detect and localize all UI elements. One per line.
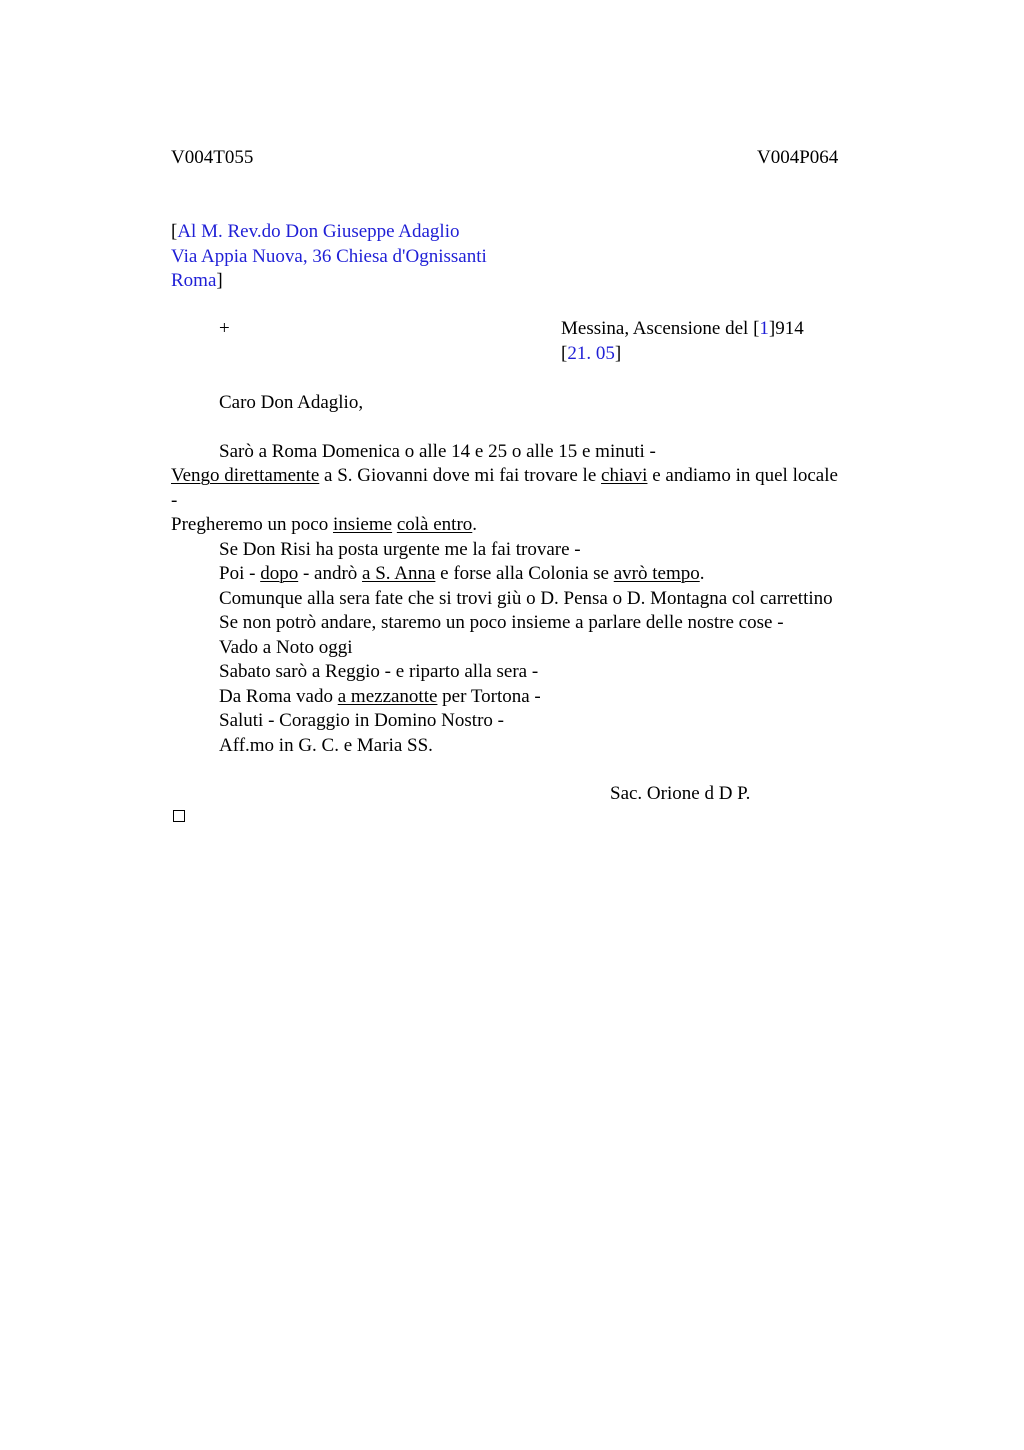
bracket-close: ]	[768, 318, 776, 339]
document-code-left: V004T055	[171, 147, 254, 168]
body-line: Saluti - Coraggio in Domino Nostro -	[219, 710, 504, 731]
body-text: Poi -	[219, 563, 261, 584]
body-text: .	[472, 514, 478, 535]
body-text: .	[699, 563, 705, 584]
body-text: per Tortona -	[437, 686, 541, 707]
body-line: -	[171, 490, 178, 511]
year-rest: 914	[775, 318, 804, 339]
address-city: Roma	[171, 270, 217, 291]
body-line	[171, 464, 838, 488]
body-line: Comunque alla sera fate che si trovi giù o D. Pensa o D. Montagna col carrettino	[219, 588, 833, 609]
address-line-2: Via Appia Nuova, 36 Chiesa d'Ognissanti	[171, 246, 487, 267]
body-line: Aff.mo in G. C. e Maria SS.	[219, 735, 433, 756]
body-text: Da Roma vado	[219, 686, 338, 707]
underlined-text: Vengo direttamente	[171, 465, 320, 486]
salutation: Caro Don Adaglio,	[219, 392, 364, 413]
dateline-prefix: Messina, Ascensione del	[561, 318, 754, 339]
bracket-close: ]	[216, 270, 223, 291]
underlined-text: colà entro	[396, 514, 473, 535]
body-text: - andrò	[298, 563, 363, 584]
underlined-text: avrò tempo	[613, 563, 700, 584]
dateline-date	[561, 342, 621, 366]
body-line: Vado a Noto oggi	[219, 637, 353, 658]
dateline-place	[561, 317, 804, 341]
end-marker-box-icon	[173, 810, 185, 822]
underlined-text: insieme	[332, 514, 393, 535]
address-line-1	[171, 220, 460, 244]
bracket-open: [	[171, 221, 178, 242]
body-text: a S. Giovanni dove mi fai trovare le	[319, 465, 602, 486]
underlined-text: a S. Anna	[362, 563, 436, 584]
body-text: Pregheremo un poco	[171, 514, 333, 535]
underlined-text: chiavi	[601, 465, 648, 486]
signature: Sac. Orione d D P.	[610, 783, 751, 804]
cross-symbol: +	[219, 318, 230, 339]
body-line: Sarò a Roma Domenica o alle 14 e 25 o alle 15 e minuti -	[219, 441, 656, 462]
document-code-right: V004P064	[757, 147, 839, 168]
bracket-open: [	[561, 343, 568, 364]
body-line: Se Don Risi ha posta urgente me la fai trovare -	[219, 539, 581, 560]
year-digit: 1	[759, 318, 769, 339]
body-text: e forse alla Colonia se	[435, 563, 614, 584]
date-value: 21. 05	[567, 343, 615, 364]
body-text: e andiamo in quel locale	[647, 465, 838, 486]
body-line	[171, 513, 477, 537]
address-line-3	[171, 269, 223, 293]
body-line: Se non potrò andare, staremo un poco insieme a parlare delle nostre cose -	[219, 612, 784, 633]
body-line	[219, 562, 705, 586]
bracket-close: ]	[614, 343, 622, 364]
underlined-text: a mezzanotte	[337, 686, 438, 707]
body-line: Sabato sarò a Reggio - e riparto alla sera -	[219, 661, 539, 682]
body-line	[219, 685, 541, 709]
underlined-text: dopo	[260, 563, 299, 584]
bracket-open: [	[753, 318, 760, 339]
recipient-name: Al M. Rev.do Don Giuseppe Adaglio	[177, 221, 460, 242]
